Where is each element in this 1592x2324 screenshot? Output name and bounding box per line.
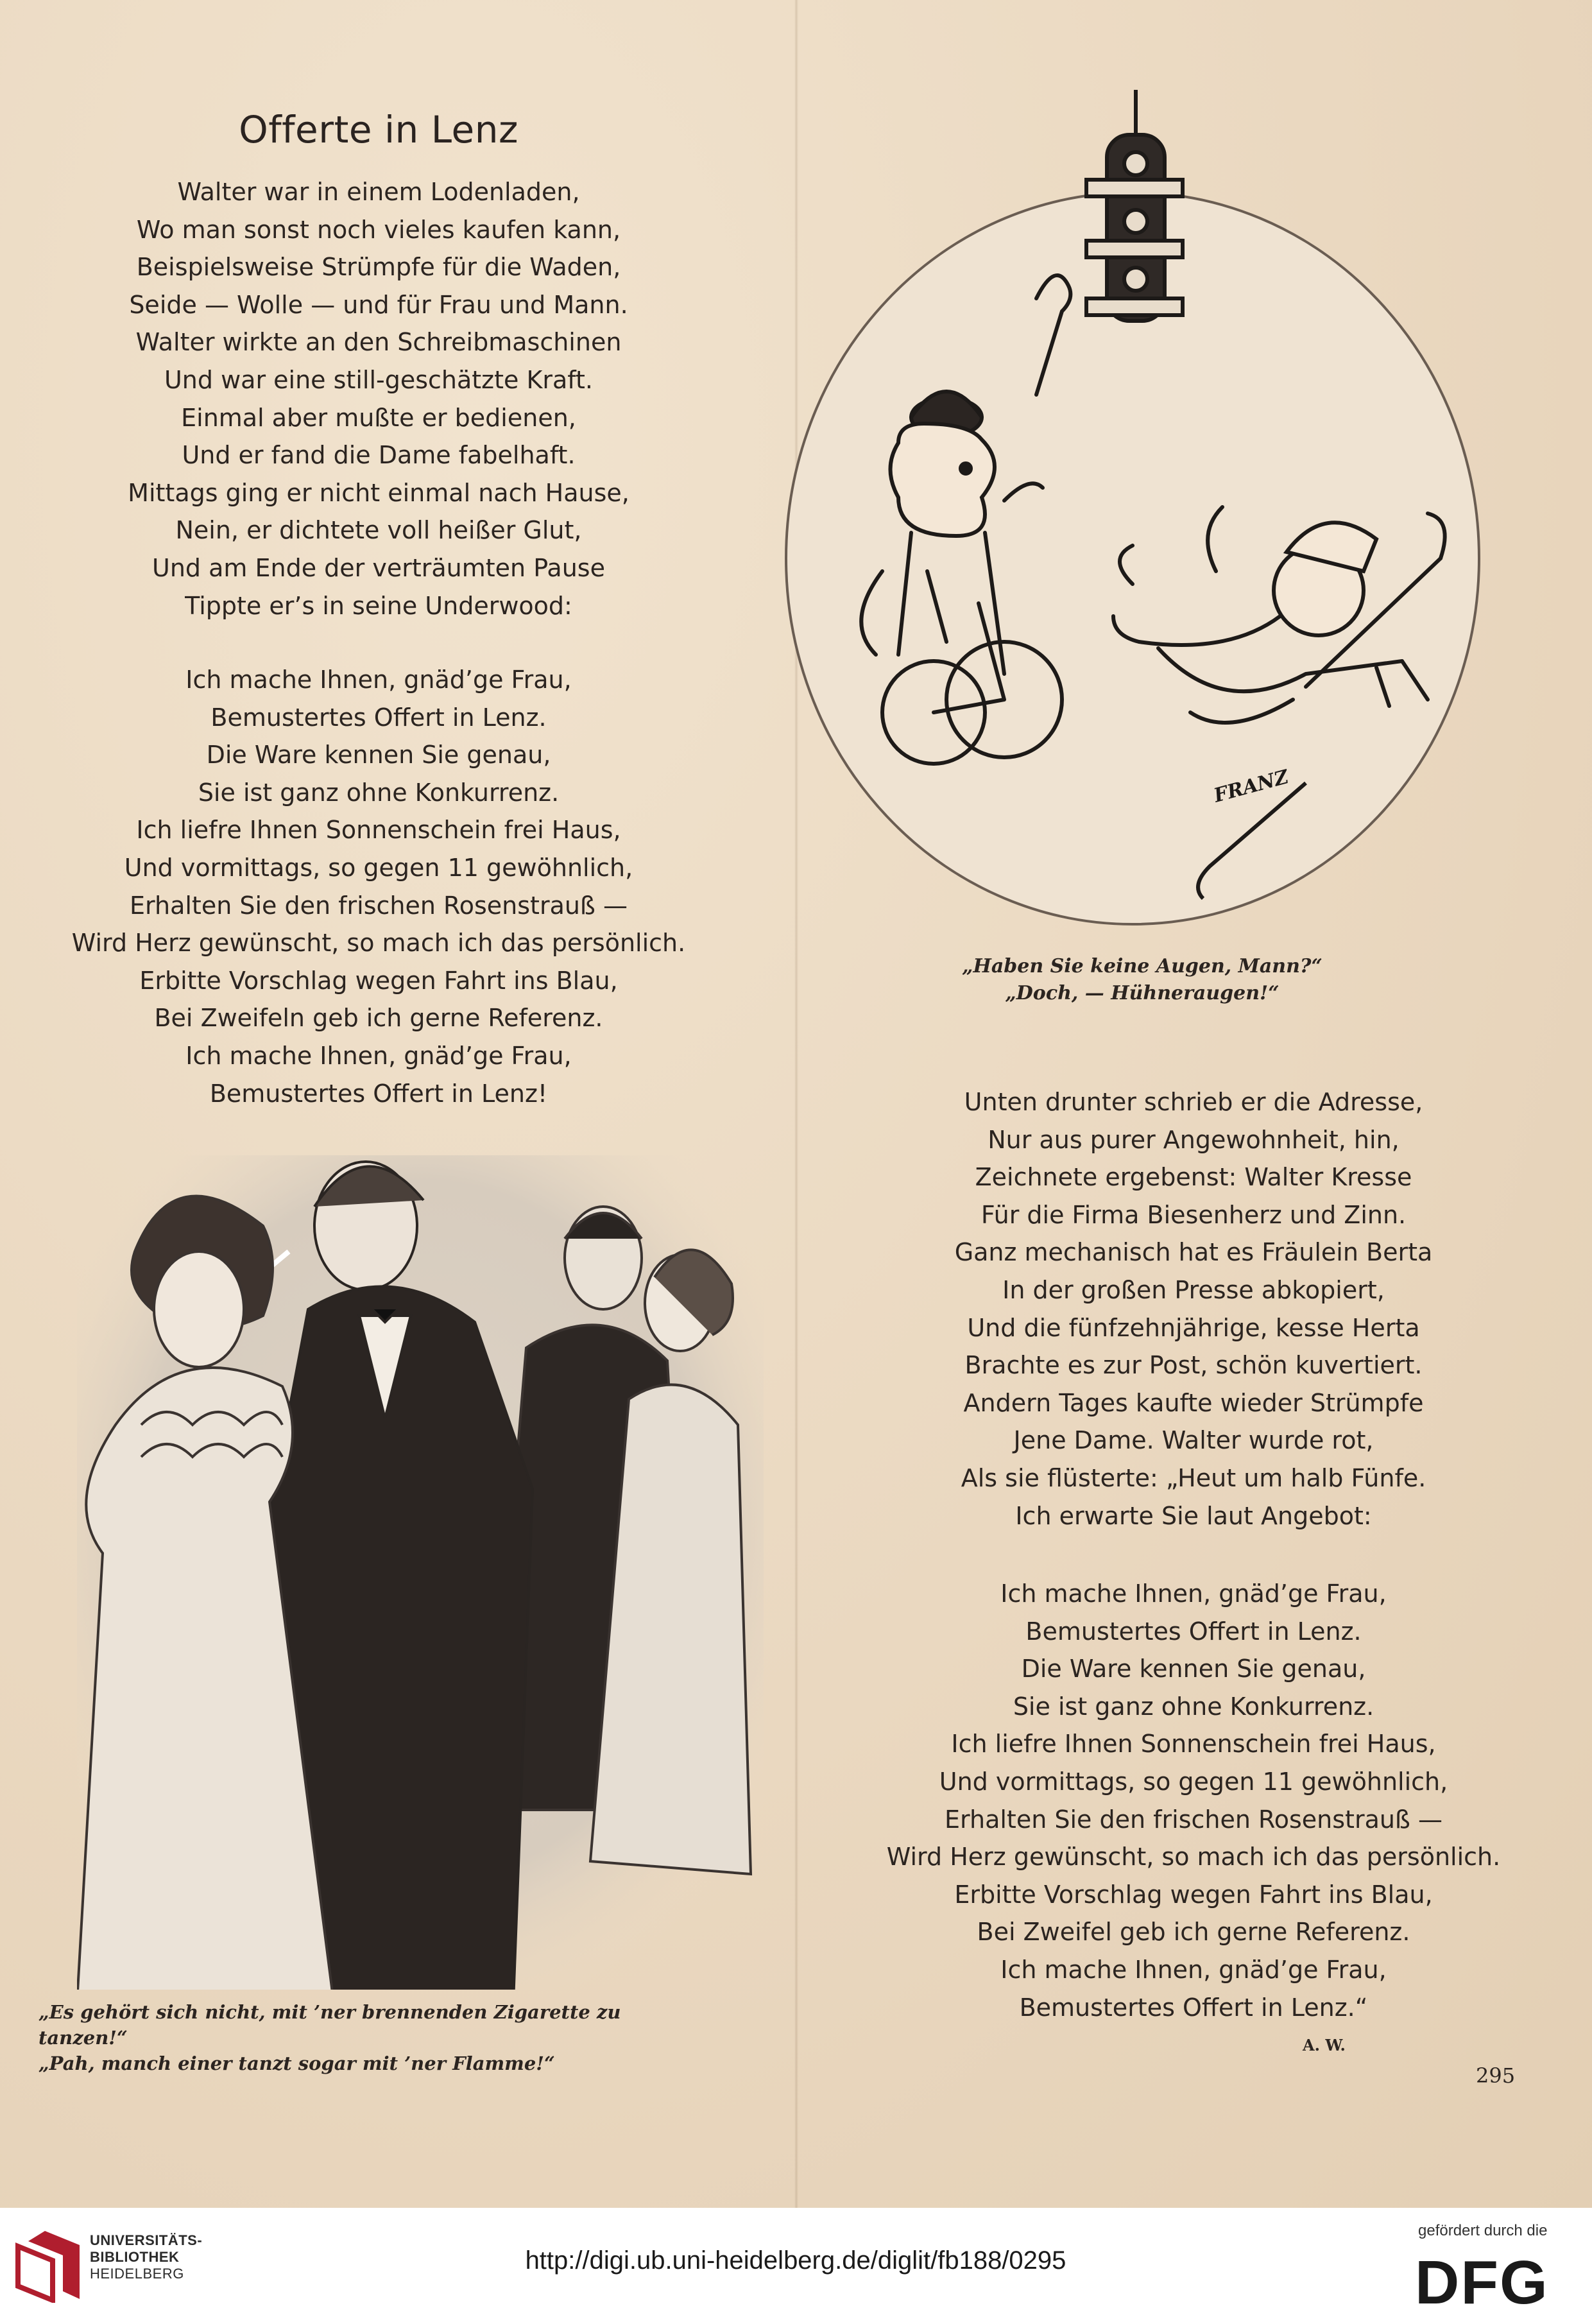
verse-line: Walter war in einem Lodenladen, (177, 178, 580, 206)
verse-line: Ich mache Ihnen, gnäd’ge Frau, (185, 666, 572, 694)
verse-line: Ich mache Ihnen, gnäd’ge Frau, (185, 1041, 572, 1070)
verse-line: Bemustertes Offert in Lenz.“ (1019, 1993, 1368, 2022)
verse-line: Tippte er’s in seine Underwood: (185, 591, 572, 620)
verse-line: Beispielsweise Strümpfe für die Waden, (136, 253, 621, 282)
verse-line: Erbitte Vorschlag wegen Fahrt ins Blau, (954, 1880, 1433, 1909)
dfg-logo[interactable]: DFG (1415, 2248, 1549, 2317)
verse-line: Die Ware kennen Sie genau, (206, 741, 551, 770)
verse-line: Nur aus purer Angewohnheit, hin, (988, 1125, 1399, 1154)
verse-line: Andern Tages kaufte wieder Strümpfe (963, 1388, 1424, 1417)
verse-line: Bemustertes Offert in Lenz. (1025, 1617, 1362, 1646)
stanza-3 (828, 1083, 1559, 1535)
library-name-line: UNIVERSITÄTS- (90, 2232, 203, 2248)
library-name-line: HEIDELBERG (90, 2266, 184, 2282)
stanza-1 (26, 173, 732, 624)
verse-line: Und vormittags, so gegen 11 gewöhnlich, (939, 1767, 1448, 1796)
verse-line: Und er fand die Dame fabelhaft. (182, 441, 576, 470)
artist-signature: FRANZ (1211, 766, 1291, 807)
verse-line: In der großen Presse abkopiert, (1002, 1275, 1385, 1304)
page-number: 295 (1476, 2063, 1516, 2088)
verse-line: Walter wirkte an den Schreibmaschinen (135, 328, 622, 357)
verse-line: Nein, er dichtete voll heißer Glut, (175, 516, 582, 545)
verse-line: Bemustertes Offert in Lenz. (210, 703, 547, 732)
verse-line: Wird Herz gewünscht, so mach ich das persönlich. (886, 1843, 1501, 1872)
caption-line: „Pah, manch einer tanzt sogar mit ’ner Flamme!“ (39, 2053, 555, 2074)
illustration-traffic-accident (773, 83, 1485, 931)
verse-line: Bei Zweifel geb ich gerne Referenz. (977, 1918, 1410, 1947)
verse-line: Ganz mechanisch hat es Fräulein Berta (954, 1238, 1433, 1267)
verse-line: Unten drunter schrieb er die Adresse, (964, 1088, 1423, 1116)
verse-line: Mittags ging er nicht einmal nach Hause, (128, 478, 629, 507)
caption-line: „Es gehört sich nicht, mit ’ner brennenden Zigarette zu tanzen!“ (39, 2001, 621, 2049)
verse-line: Sie ist ganz ohne Konkurrenz. (1013, 1692, 1374, 1721)
library-name[interactable] (90, 2232, 202, 2282)
verse-line: Bei Zweifeln geb ich gerne Referenz. (154, 1004, 603, 1033)
verse-line: Erhalten Sie den frischen Rosenstrauß — (945, 1805, 1442, 1834)
verse-line: Die Ware kennen Sie genau, (1021, 1655, 1366, 1683)
verse-line: Und vormittags, so gegen 11 gewöhnlich, (124, 853, 633, 882)
verse-line: Erbitte Vorschlag wegen Fahrt ins Blau, (139, 966, 618, 995)
author-initials: A. W. (1303, 2036, 1346, 2054)
caption-line: „Haben Sie keine Augen, Mann?“ (962, 955, 1322, 977)
verse-line: Ich mache Ihnen, gnäd’ge Frau, (1000, 1579, 1387, 1608)
verse-line: Ich liefre Ihnen Sonnenschein frei Haus, (136, 816, 621, 845)
verse-line: Für die Firma Biesenherz und Zinn. (980, 1200, 1407, 1229)
caption-line: „Doch, — Hühneraugen!“ (1005, 982, 1280, 1004)
poem-title: Offerte in Lenz (239, 108, 518, 151)
verse-line: Wo man sonst noch vieles kaufen kann, (136, 215, 621, 244)
verse-line: Ich erwarte Sie laut Angebot: (1015, 1501, 1372, 1530)
verse-line: Als sie flüsterte: „Heut um halb Fünfe. (961, 1463, 1426, 1492)
verse-line: Und war eine still-geschätzte Kraft. (164, 365, 593, 394)
permalink-url[interactable]: http://digi.ub.uni-heidelberg.de/diglit/fb188/0295 (525, 2246, 1066, 2275)
verse-line: Und die fünfzehnjährige, kesse Herta (967, 1313, 1420, 1342)
university-library-logo-icon[interactable] (13, 2227, 85, 2303)
library-name-line: BIBLIOTHEK (90, 2249, 180, 2265)
stanza-4-refrain (828, 1575, 1559, 2026)
verse-line: Zeichnete ergebenst: Walter Kresse (975, 1163, 1412, 1192)
caption-top (886, 953, 1399, 1007)
funding-label: gefördert durch die (1418, 2222, 1548, 2239)
verse-line: Sie ist ganz ohne Konkurrenz. (198, 778, 560, 807)
verse-line: Jene Dame. Walter wurde rot, (1013, 1426, 1374, 1455)
verse-line: Bemustertes Offert in Lenz! (209, 1079, 548, 1108)
verse-line: Ich mache Ihnen, gnäd’ge Frau, (1000, 1955, 1387, 1984)
stanza-2-refrain (26, 661, 732, 1112)
verse-line: Erhalten Sie den frischen Rosenstrauß — (130, 891, 628, 920)
verse-line: Brachte es zur Post, schön kuvertiert. (964, 1351, 1423, 1380)
verse-line: Einmal aber mußte er bedienen, (181, 403, 576, 432)
caption-bottom (39, 1999, 706, 2076)
verse-line: Seide — Wolle — und für Frau und Mann. (129, 290, 628, 319)
illustration-dancing-couples (77, 1155, 764, 1990)
viewer-footer (0, 2208, 1592, 2324)
verse-line: Und am Ende der verträumten Pause (152, 553, 605, 582)
verse-line: Ich liefre Ihnen Sonnenschein frei Haus, (951, 1730, 1436, 1759)
verse-line: Wird Herz gewünscht, so mach ich das persönlich. (71, 929, 686, 958)
